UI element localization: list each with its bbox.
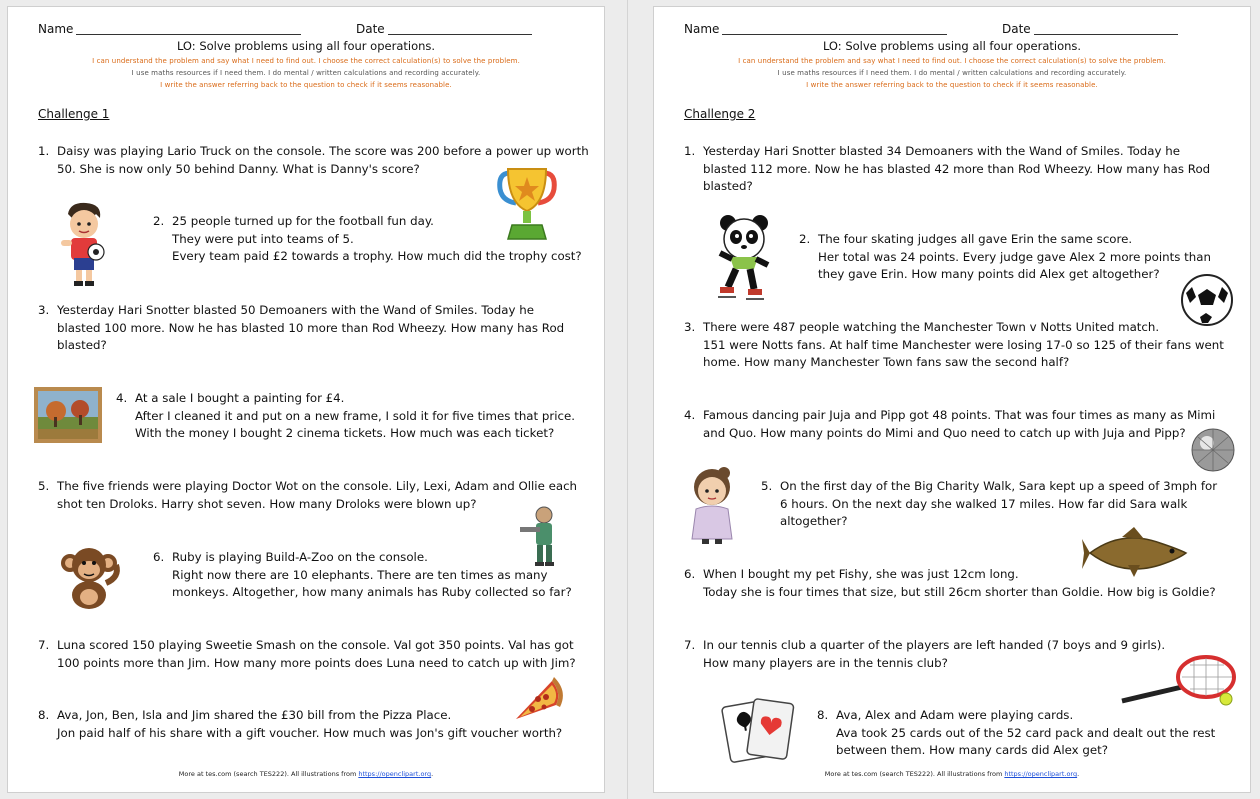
question-3	[38, 302, 598, 355]
question-text: Famous dancing pair Juja and Pipp got 48 points. That was four times as many as Mimi	[703, 408, 1216, 422]
question-text: Every team paid £2 towards a trophy. How much did the trophy cost?	[172, 249, 582, 263]
question-3	[684, 319, 1250, 372]
question-text: Yesterday Hari Snotter blasted 34 Demoaners with the Wand of Smiles. Today he	[703, 144, 1180, 158]
question-text: between them. How many cards did Alex get?	[836, 743, 1109, 757]
disco-ball-icon	[1190, 427, 1236, 473]
question-text: they gave Erin. How many points did Alex get altogether?	[818, 267, 1160, 281]
skill-line-1: I can understand the problem and say what I need to find out. I choose the correct calculation(s) to solve the problem.	[738, 57, 1166, 65]
footer-credit	[8, 770, 604, 778]
page-divider	[627, 0, 628, 799]
question-text: Luna scored 150 playing Sweetie Smash on the console. Val got 350 points. Val has got	[57, 638, 574, 652]
openclipart-link[interactable]: https://openclipart.org	[1004, 770, 1078, 778]
question-number: 7.	[684, 638, 696, 652]
question-number: 7.	[38, 638, 50, 652]
footer-credit	[654, 770, 1250, 778]
question-text: With the money I bought 2 cinema tickets. How much was each ticket?	[135, 426, 555, 440]
question-text: When I bought my pet Fishy, she was just 12cm long.	[703, 567, 1019, 581]
question-text: blasted?	[57, 338, 107, 352]
question-text: Daisy was playing Lario Truck on the console. The score was 200 before a power up worth	[57, 144, 589, 158]
question-8	[817, 707, 1237, 760]
football-icon	[1180, 273, 1234, 327]
question-text: On the first day of the Big Charity Walk, Sara kept up a speed of 3mph for	[780, 479, 1218, 493]
question-text: blasted?	[703, 179, 753, 193]
question-text: How many players are in the tennis club?	[703, 655, 948, 670]
question-number: 3.	[684, 320, 696, 334]
name-label: Name	[38, 22, 74, 36]
skill-line-3: I write the answer referring back to the question to check if it seems reasonable.	[160, 81, 452, 89]
question-text: Ruby is playing Build-A-Zoo on the console.	[172, 550, 428, 564]
question-text: 151 were Notts fans. At half time Manchester were losing 17-0 so 125 of their fans went	[703, 337, 1224, 352]
name-label: Name	[684, 22, 720, 36]
question-text: Today she is four times that size, but still 26cm shorter than Goldie. How big is Goldie?	[703, 584, 1216, 599]
question-text: Her total was 24 points. Every judge gave Alex 2 more points than	[818, 249, 1211, 264]
question-text: Yesterday Hari Snotter blasted 50 Demoaners with the Wand of Smiles. Today he	[57, 303, 534, 317]
question-text: In our tennis club a quarter of the players are left handed (7 boys and 9 girls).	[703, 638, 1166, 652]
trophy-icon	[496, 165, 558, 245]
name-line	[722, 34, 947, 35]
learning-objective: LO: Solve problems using all four operations.	[176, 39, 436, 53]
question-number: 8.	[817, 708, 829, 722]
question-1	[684, 143, 1244, 196]
question-number: 6.	[684, 567, 696, 581]
question-number: 4.	[116, 391, 128, 405]
openclipart-link[interactable]: https://openclipart.org	[358, 770, 432, 778]
date-line	[388, 34, 532, 35]
tennis-racket-icon	[1120, 651, 1240, 707]
footer-text: More at tes.com (search TES222). All illustrations from	[824, 770, 1005, 778]
skill-line-3: I write the answer referring back to the question to check if it seems reasonable.	[806, 81, 1098, 89]
question-4	[684, 407, 1244, 442]
question-text: blasted 100 more. Now he has blasted 10 more than Rod Wheezy. How many has Rod	[57, 320, 565, 335]
robot-shooter-icon	[520, 505, 564, 567]
question-text: and Quo. How many points do Mimi and Quo need to catch up with Juja and Pipp?	[703, 425, 1186, 440]
date-label: Date	[1002, 22, 1031, 36]
skill-line-2: I use maths resources if I need them. I do mental / written calculations and recording accurately.	[777, 69, 1127, 77]
worksheet-page-challenge-2	[654, 7, 1250, 792]
boy-football-icon	[56, 200, 112, 288]
question-text: monkeys. Altogether, how many animals has Ruby collected so far?	[172, 585, 572, 599]
question-2	[799, 231, 1244, 284]
footer-text: More at tes.com (search TES222). All illustrations from	[178, 770, 359, 778]
learning-objective: LO: Solve problems using all four operations.	[822, 39, 1082, 53]
worksheet-page-challenge-1	[8, 7, 604, 792]
question-text: Ava took 25 cards out of the 52 card pack and dealt out the rest	[836, 725, 1216, 740]
skill-line-1: I can understand the problem and say what I need to find out. I choose the correct calculation(s) to solve the problem.	[92, 57, 520, 65]
question-text: They were put into teams of 5.	[172, 231, 354, 246]
question-text: shot ten Droloks. Harry shot seven. How many Droloks were blown up?	[57, 496, 477, 511]
footer-end: .	[1077, 770, 1080, 778]
question-text: The five friends were playing Doctor Wot on the console. Lily, Lexi, Adam and Ollie each	[57, 479, 578, 493]
playing-cards-icon	[720, 695, 800, 767]
panda-skater-icon	[710, 213, 776, 303]
name-line	[76, 34, 301, 35]
question-text: Ava, Jon, Ben, Isla and Jim shared the £30 bill from the Pizza Place.	[57, 708, 452, 722]
question-text: blasted 112 more. Now he has blasted 42 more than Rod Wheezy. How many has Rod	[703, 161, 1211, 176]
question-text: 6 hours. On the next day she walked 17 miles. How far did Sara walk	[780, 496, 1188, 511]
challenge-heading: Challenge 2	[684, 107, 756, 121]
pizza-slice-icon	[508, 675, 564, 727]
question-text: 50. She is now only 50 behind Danny. What is Danny's score?	[57, 161, 420, 176]
question-text: At a sale I bought a painting for £4.	[135, 391, 345, 405]
question-number: 5.	[761, 479, 773, 493]
challenge-heading: Challenge 1	[38, 107, 110, 121]
question-text: Right now there are 10 elephants. There are ten times as many	[172, 567, 548, 582]
question-text: There were 487 people watching the Manchester Town v Notts United match.	[703, 320, 1160, 334]
question-text: The four skating judges all gave Erin the same score.	[818, 232, 1133, 246]
question-number: 4.	[684, 408, 696, 422]
question-text: home. How many Manchester Town fans saw the second half?	[703, 355, 1070, 369]
question-number: 2.	[153, 214, 165, 228]
question-5	[38, 478, 598, 513]
question-number: 2.	[799, 232, 811, 246]
painting-icon	[34, 387, 102, 443]
skill-line-2: I use maths resources if I need them. I do mental / written calculations and recording accurately.	[131, 69, 481, 77]
footer-end: .	[431, 770, 434, 778]
date-line	[1034, 34, 1178, 35]
question-text: 100 points more than Jim. How many more points does Luna need to catch up with Jim?	[57, 655, 576, 670]
question-number: 6.	[153, 550, 165, 564]
date-label: Date	[356, 22, 385, 36]
question-number: 1.	[38, 144, 50, 158]
question-text: After I cleaned it and put on a new frame, I sold it for five times that price.	[135, 408, 576, 423]
monkey-icon	[56, 543, 126, 613]
question-number: 3.	[38, 303, 50, 317]
header-row	[38, 22, 590, 38]
question-text: 25 people turned up for the football fun day.	[172, 214, 434, 228]
question-number: 1.	[684, 144, 696, 158]
girl-icon	[684, 465, 740, 545]
question-4	[116, 390, 596, 443]
question-number: 8.	[38, 708, 50, 722]
question-text: altogether?	[780, 514, 848, 528]
question-number: 5.	[38, 479, 50, 493]
question-text: Ava, Alex and Adam were playing cards.	[836, 708, 1074, 722]
question-5	[761, 478, 1246, 531]
header-row	[684, 22, 1236, 38]
question-7	[38, 637, 598, 672]
fish-icon	[1082, 525, 1190, 581]
question-text: Jon paid half of his share with a gift voucher. How much was Jon's gift voucher worth?	[57, 725, 563, 740]
